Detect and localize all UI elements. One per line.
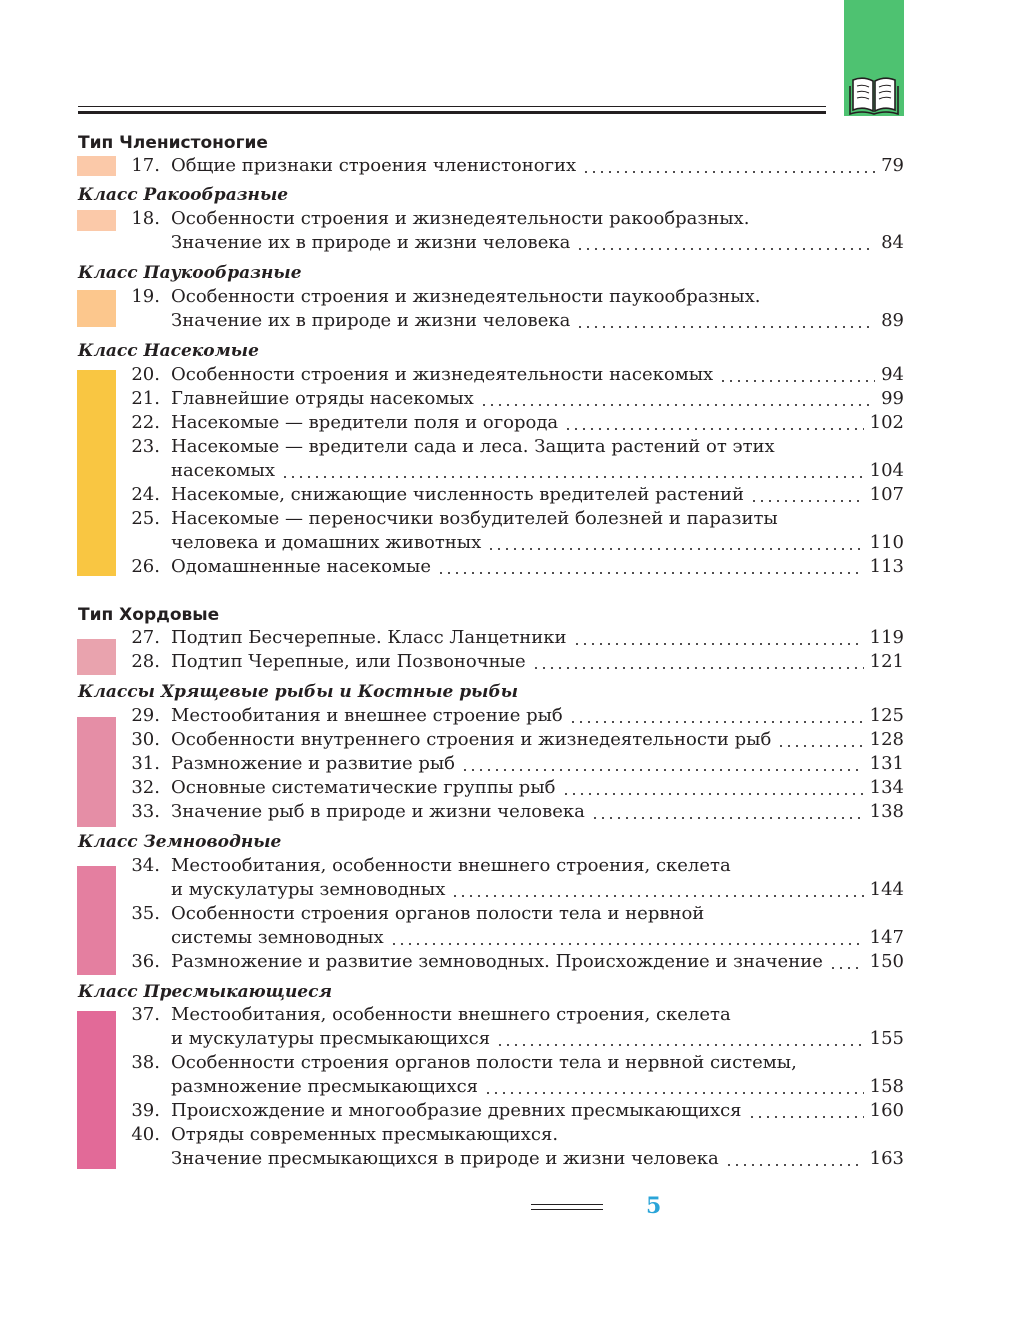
color-bar-amphibians xyxy=(77,866,116,975)
toc-entry-36[interactable]: 36. Размножение и развитие земноводных. Происхождение и значение 150 xyxy=(131,951,904,972)
footer-rule xyxy=(531,1204,603,1214)
toc-entry-38-cont[interactable]: размножение пресмыкающихся 158 xyxy=(171,1076,904,1097)
toc-entry-38[interactable]: 38. Особенности строения органов полости тела и нервной системы, xyxy=(131,1052,797,1073)
toc-entry-30[interactable]: 30. Особенности внутреннего строения и жизнедеятельности рыб 128 xyxy=(131,729,904,750)
header-rule-thin xyxy=(78,106,826,107)
toc-entry-26[interactable]: 26. Одомашненные насекомые 113 xyxy=(131,556,904,577)
toc-entry-21[interactable]: 21. Главнейшие отряды насекомых 99 xyxy=(131,388,904,409)
section-heading-arachnids: Класс Паукообразные xyxy=(78,263,302,283)
toc-entry-37[interactable]: 37. Местообитания, особенности внешнего строения, скелета xyxy=(131,1004,731,1025)
section-heading-insects: Класс Насекомые xyxy=(78,341,259,361)
toc-entry-40-cont[interactable]: Значение пресмыкающихся в природе и жизни человека 163 xyxy=(171,1148,904,1169)
section-heading-arthropods: Тип Членистоногие xyxy=(78,133,268,153)
toc-entry-37-cont[interactable]: и мускулатуры пресмыкающихся 155 xyxy=(171,1028,904,1049)
open-book-icon xyxy=(848,74,900,116)
toc-entry-34[interactable]: 34. Местообитания, особенности внешнего строения, скелета xyxy=(131,855,731,876)
section-heading-chordates: Тип Хордовые xyxy=(78,605,220,625)
color-bar-crustaceans xyxy=(77,210,116,231)
section-heading-crustaceans: Класс Ракообразные xyxy=(78,185,289,205)
toc-entry-19-cont[interactable]: Значение их в природе и жизни человека 89 xyxy=(171,310,904,331)
toc-entry-24[interactable]: 24. Насекомые, снижающие численность вредителей растений 107 xyxy=(131,484,904,505)
toc-entry-32[interactable]: 32. Основные систематические группы рыб 134 xyxy=(131,777,904,798)
toc-entry-35[interactable]: 35. Особенности строения органов полости тела и нервной xyxy=(131,903,705,924)
toc-entry-25[interactable]: 25. Насекомые — переносчики возбудителей болезней и паразиты xyxy=(131,508,778,529)
color-bar-fish xyxy=(77,717,116,827)
toc-entry-34-cont[interactable]: и мускулатуры земноводных 144 xyxy=(171,879,904,900)
toc-entry-35-cont[interactable]: системы земноводных 147 xyxy=(171,927,904,948)
color-bar-arachnids xyxy=(77,290,116,327)
toc-entry-40[interactable]: 40. Отряды современных пресмыкающихся. xyxy=(131,1124,559,1145)
toc-entry-22[interactable]: 22. Насекомые — вредители поля и огорода 102 xyxy=(131,412,904,433)
toc-entry-33[interactable]: 33. Значение рыб в природе и жизни человека 138 xyxy=(131,801,904,822)
toc-entry-18-cont[interactable]: Значение их в природе и жизни человека 84 xyxy=(171,232,904,253)
toc-entry-27[interactable]: 27. Подтип Бесчерепные. Класс Ланцетники 119 xyxy=(131,627,904,648)
toc-entry-25-cont[interactable]: человека и домашних животных 110 xyxy=(171,532,904,553)
color-bar-reptiles xyxy=(77,1011,116,1169)
toc-entry-19[interactable]: 19. Особенности строения и жизнедеятельности паукообразных. xyxy=(131,286,761,307)
toc-entry-18[interactable]: 18. Особенности строения и жизнедеятельности ракообразных. xyxy=(131,208,750,229)
toc-entry-31[interactable]: 31. Размножение и развитие рыб 131 xyxy=(131,753,904,774)
toc-entry-29[interactable]: 29. Местообитания и внешнее строение рыб 125 xyxy=(131,705,904,726)
toc-entry-20[interactable]: 20. Особенности строения и жизнедеятельности насекомых 94 xyxy=(131,364,904,385)
page-number: 5 xyxy=(646,1193,662,1219)
toc-entry-23[interactable]: 23. Насекомые — вредители сада и леса. Защита растений от этих xyxy=(131,436,775,457)
header-rule-thick xyxy=(78,111,826,114)
toc-entry-28[interactable]: 28. Подтип Черепные, или Позвоночные 121 xyxy=(131,651,904,672)
chapter-tab xyxy=(844,0,904,116)
section-heading-reptiles: Класс Пресмыкающиеся xyxy=(78,982,333,1002)
color-bar-insects xyxy=(77,370,116,576)
color-bar-chordates xyxy=(77,639,116,675)
toc-entry-39[interactable]: 39. Происхождение и многообразие древних пресмыкающихся 160 xyxy=(131,1100,904,1121)
toc-entry-23-cont[interactable]: насекомых 104 xyxy=(171,460,904,481)
color-bar-arthropods xyxy=(77,156,116,176)
section-heading-fish: Классы Хрящевые рыбы и Костные рыбы xyxy=(78,682,519,702)
section-heading-amphibians: Класс Земноводные xyxy=(78,832,282,852)
toc-entry-17[interactable]: 17. Общие признаки строения членистоногих 79 xyxy=(131,155,904,176)
